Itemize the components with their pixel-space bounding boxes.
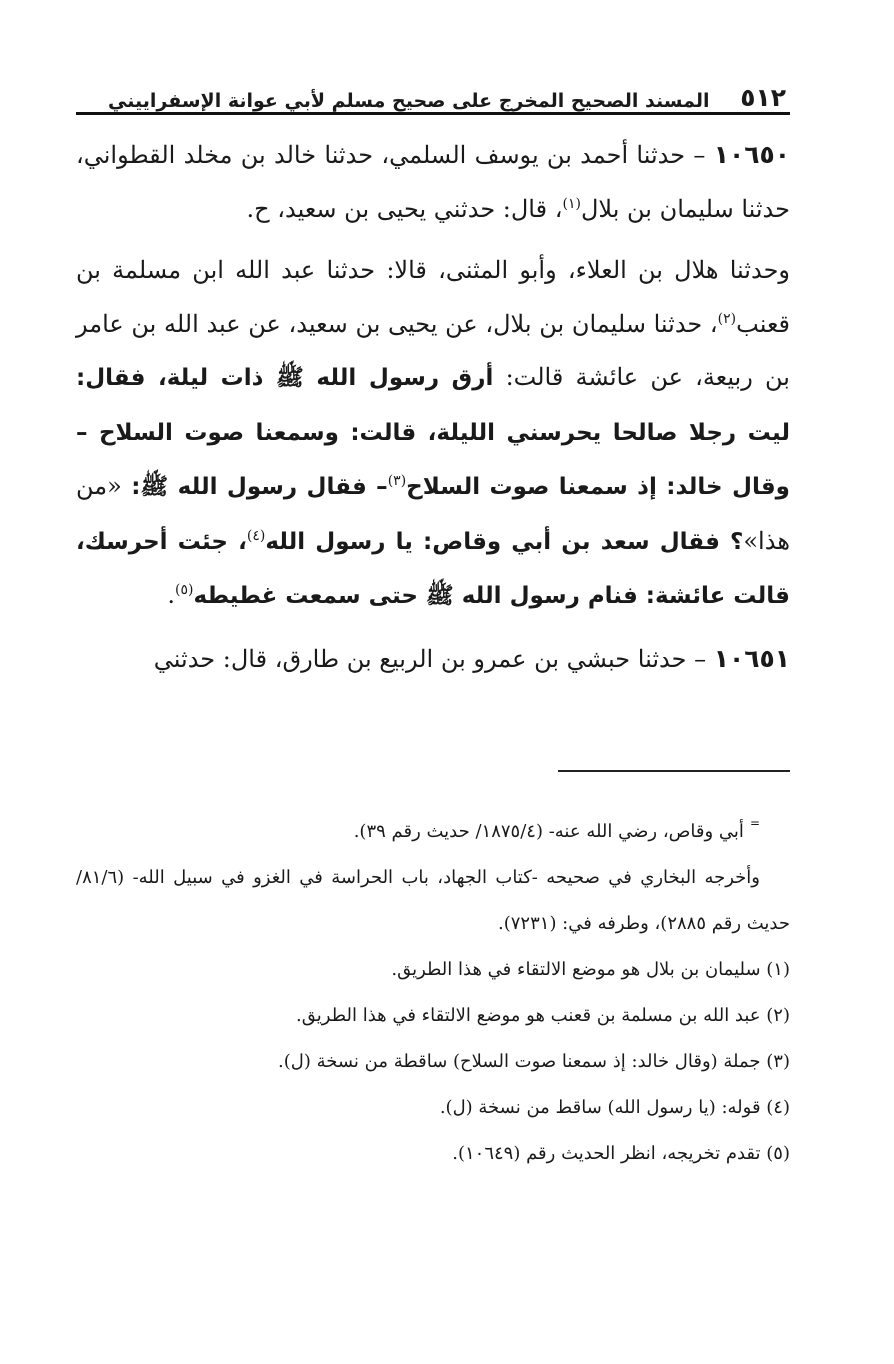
footnote-1: (١) سليمان بن بلال هو موضع الالتقاء في هذا الطريق. <box>391 959 790 980</box>
running-title: المسند الصحيح المخرج على صحيح مسلم لأبي عوانة الإسفراييني <box>108 90 710 112</box>
page-number: ٥١٢ <box>740 83 786 112</box>
footnotes <box>76 800 790 1177</box>
footnote-marker-2: (٢) <box>717 310 737 327</box>
footnote-marker-5: (٥) <box>174 582 194 598</box>
footnote-4: (٤) قوله: (يا رسول الله) ساقط من نسخة (ل). <box>439 1097 790 1118</box>
footnote-marker-1: (١) <box>562 195 581 212</box>
continuation-marker: = <box>749 816 760 830</box>
main-text <box>76 128 790 694</box>
matn-text: – فقال رسول الله ﷺ: <box>121 474 388 500</box>
hadith-number: ١٠٦٥٠ <box>713 140 790 169</box>
hadith-dash: – <box>686 644 714 673</box>
footnote-marker-4: (٤) <box>246 527 266 544</box>
running-header <box>108 78 786 112</box>
quote-text: «من هذا» <box>76 472 790 555</box>
footnote-separator <box>558 770 790 772</box>
footnote-continuation-bukhari: وأخرجه البخاري في صحيحه -كتاب الجهاد، باب الحراسة في الغزو في سبيل الله- (٨١/٦/ حديث رقم ٢٨٨٥)، وطرفه في: (٧٢٣١). <box>76 867 790 934</box>
footnote-3: (٣) جملة (وقال خالد: إذ سمعنا صوت السلاح) ساقطة من نسخة (ل). <box>278 1051 790 1072</box>
hadith-10651 <box>76 632 790 687</box>
hadith-number: ١٠٦٥١ <box>713 643 790 673</box>
footnote-5: (٥) تقدم تخريجه، انظر الحديث رقم (١٠٦٤٩). <box>452 1143 790 1164</box>
matn-text: أرق رسول الله ﷺ ذات ليلة، فقال: ليت رجلا صالحا يحرسني الليلة، قالت: وسمعنا صوت السلاح –وقال خالد: إذ سمعنا صوت السلاح <box>76 365 790 500</box>
hadith-10650-second-chain <box>76 244 790 624</box>
isnad-text: حدثنا أحمد بن يوسف السلمي، حدثنا خالد بن مخلد القطواني، حدثنا سليمان بن بلال <box>76 141 790 223</box>
footnote-continuation: =أبي وقاص، رضي الله عنه- (١٨٧٥/٤/ حديث رقم ٣٩). <box>353 816 760 842</box>
isnad-text: ، حدثنا سليمان بن بلال، عن يحيى بن سعيد، عن عبد الله بن عامر بن ربيعة، عن عائشة قالت: <box>76 309 790 391</box>
header-rule <box>76 112 790 115</box>
hadith-10650 <box>76 128 790 236</box>
isnad-text: وحدثنا هلال بن العلاء، وأبو المثنى، قالا: حدثنا عبد الله ابن مسلمة بن قعنب <box>76 256 790 338</box>
end-period: . <box>167 581 175 609</box>
hadith-dash: – <box>685 141 714 169</box>
footnote-2: (٢) عبد الله بن مسلمة بن قعنب هو موضع الالتقاء في هذا الطريق. <box>296 1005 790 1026</box>
matn-text: ؟ فقال سعد بن أبي وقاص: يا رسول الله <box>265 528 744 555</box>
isnad-text: ، قال: حدثني يحيى بن سعيد، ح. <box>246 194 563 223</box>
footnote-marker-3: (٣) <box>387 473 407 489</box>
isnad-text: حدثنا حبشي بن عمرو بن الربيع بن طارق، قال: حدثني <box>153 644 687 673</box>
matn-text: ، جئت أحرسك، قالت عائشة: فنام رسول الله ﷺ حتى سمعت غطيطه <box>76 528 790 609</box>
